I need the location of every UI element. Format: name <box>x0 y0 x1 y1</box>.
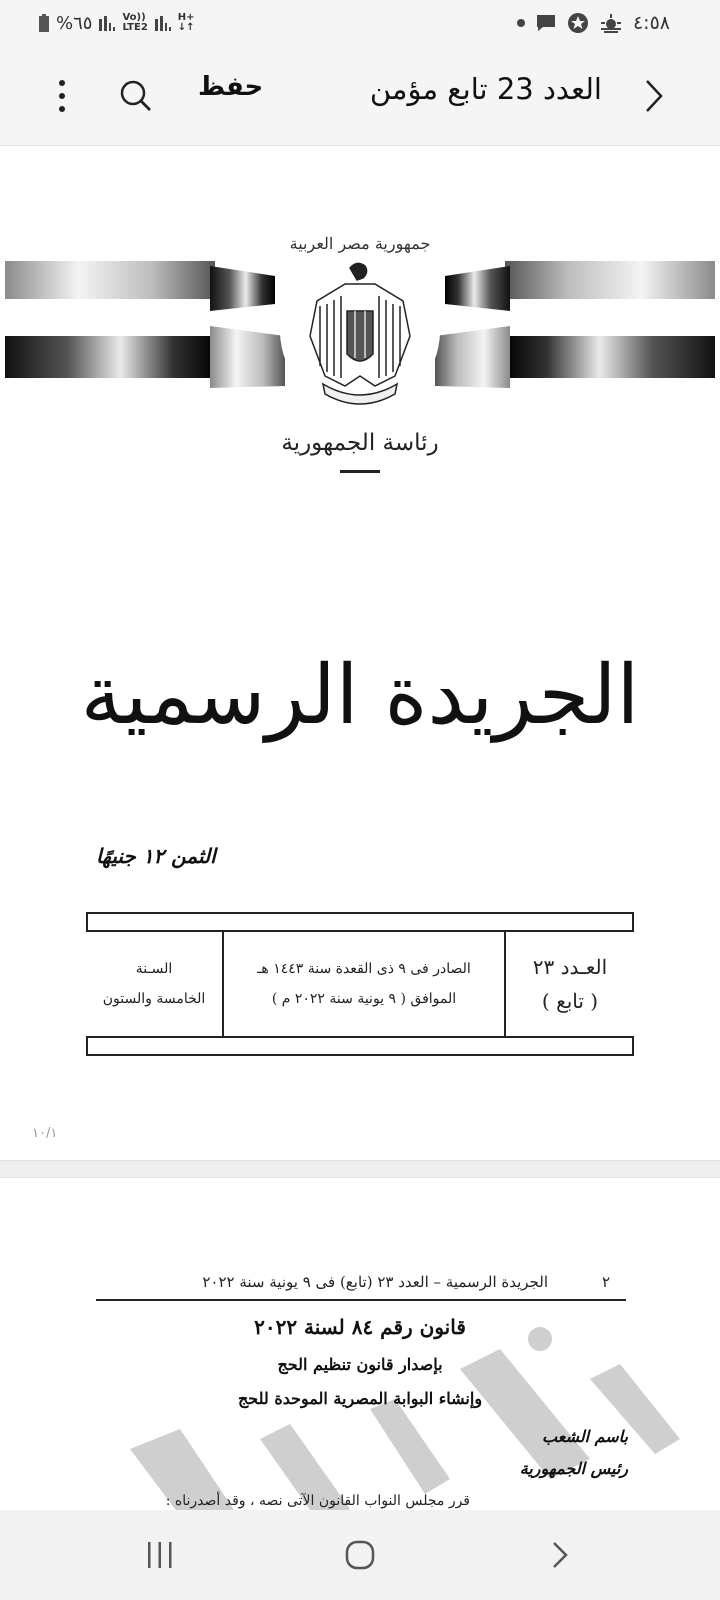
more-options-button[interactable] <box>40 74 84 118</box>
battery-percent: %٦٥ <box>56 12 93 34</box>
running-header-text: الجريدة الرسمية – العدد ٢٣ (تابع) فى ٩ يونية سنة ٢٠٢٢ <box>202 1273 548 1291</box>
year-label: السـنة <box>135 961 173 977</box>
home-button[interactable] <box>328 1524 392 1586</box>
status-bar <box>0 0 720 46</box>
status-left <box>38 8 195 38</box>
law-title: قانون رقم ٨٤ لسنة ٢٠٢٢ <box>254 1315 466 1339</box>
app-bar <box>0 46 720 146</box>
document-page-1[interactable] <box>0 148 720 1160</box>
dot-icon <box>517 19 525 27</box>
status-right <box>517 8 670 38</box>
clock: ٤:٥٨ <box>632 12 670 34</box>
recents-icon <box>145 1540 175 1570</box>
in-the-name-of-people: باسم الشعب <box>542 1427 628 1446</box>
data-indicator: H+ ↓↑ <box>177 12 195 33</box>
date-gregorian: الموافق ( ٩ يونية سنة ٢٠٢٢ م ) <box>271 991 457 1007</box>
home-icon <box>344 1539 376 1571</box>
date-cell <box>222 932 504 1036</box>
document-page-2[interactable] <box>0 1179 720 1510</box>
document-title: العدد 23 تابع مؤمن <box>369 72 602 106</box>
law-subtitle-1: بإصدار قانون تنظيم الحج <box>277 1355 443 1374</box>
issue-info-box <box>86 912 634 1056</box>
date-hijri: الصادر فى ٩ ذى القعدة سنة ١٤٤٣ هـ <box>257 961 471 977</box>
page-divider <box>0 1160 720 1178</box>
gazette-title: الجريدة الرسمية <box>80 648 640 743</box>
issue-cell <box>504 932 634 1036</box>
page-2-number: ٢ <box>601 1273 610 1291</box>
battery-icon <box>38 13 50 33</box>
issue-supplement: ( تابع ) <box>541 989 599 1013</box>
watermark-art <box>120 1309 720 1510</box>
signal-icon <box>98 15 116 31</box>
issue-number: العـدد ٢٣ <box>532 955 608 979</box>
weather-icon <box>599 13 623 33</box>
star-badge-icon <box>567 12 589 34</box>
law-subtitle-2: وإنشاء البوابة المصرية الموحدة للحج <box>237 1389 483 1408</box>
year-value: الخامسة والستون <box>102 991 206 1007</box>
info-bottom-border <box>86 1036 634 1056</box>
page-counter: ١٠/١ <box>32 1126 58 1141</box>
info-cells <box>86 932 634 1036</box>
price-label: الثمن ١٢ جنيهًا <box>96 844 216 868</box>
year-cell <box>86 932 222 1036</box>
nav-back-icon <box>550 1540 570 1570</box>
save-button[interactable]: حفظ <box>198 72 264 102</box>
presidency-underline <box>340 470 380 473</box>
running-header <box>96 1273 626 1301</box>
chevron-right-icon <box>642 78 666 114</box>
back-button[interactable] <box>632 74 676 118</box>
info-top-border <box>86 912 634 932</box>
volte-indicator: Vo)) LTE2 <box>122 12 148 33</box>
presidency-heading: رئاسة الجمهورية <box>281 430 439 456</box>
decree-text: قرر مجلس النواب القانون الآتى نصه ، وقد أصدرناه : <box>165 1493 470 1509</box>
search-button[interactable] <box>114 74 158 118</box>
president-heading: رئيس الجمهورية <box>519 1459 628 1478</box>
signal-2-icon <box>154 15 172 31</box>
system-nav-bar <box>0 1510 720 1600</box>
search-icon <box>118 78 154 114</box>
recents-button[interactable] <box>128 1524 192 1586</box>
more-vertical-icon <box>57 79 67 113</box>
nav-back-button[interactable] <box>528 1524 592 1586</box>
message-icon <box>535 13 557 33</box>
republic-heading: جمهورية مصر العربية <box>289 234 431 253</box>
